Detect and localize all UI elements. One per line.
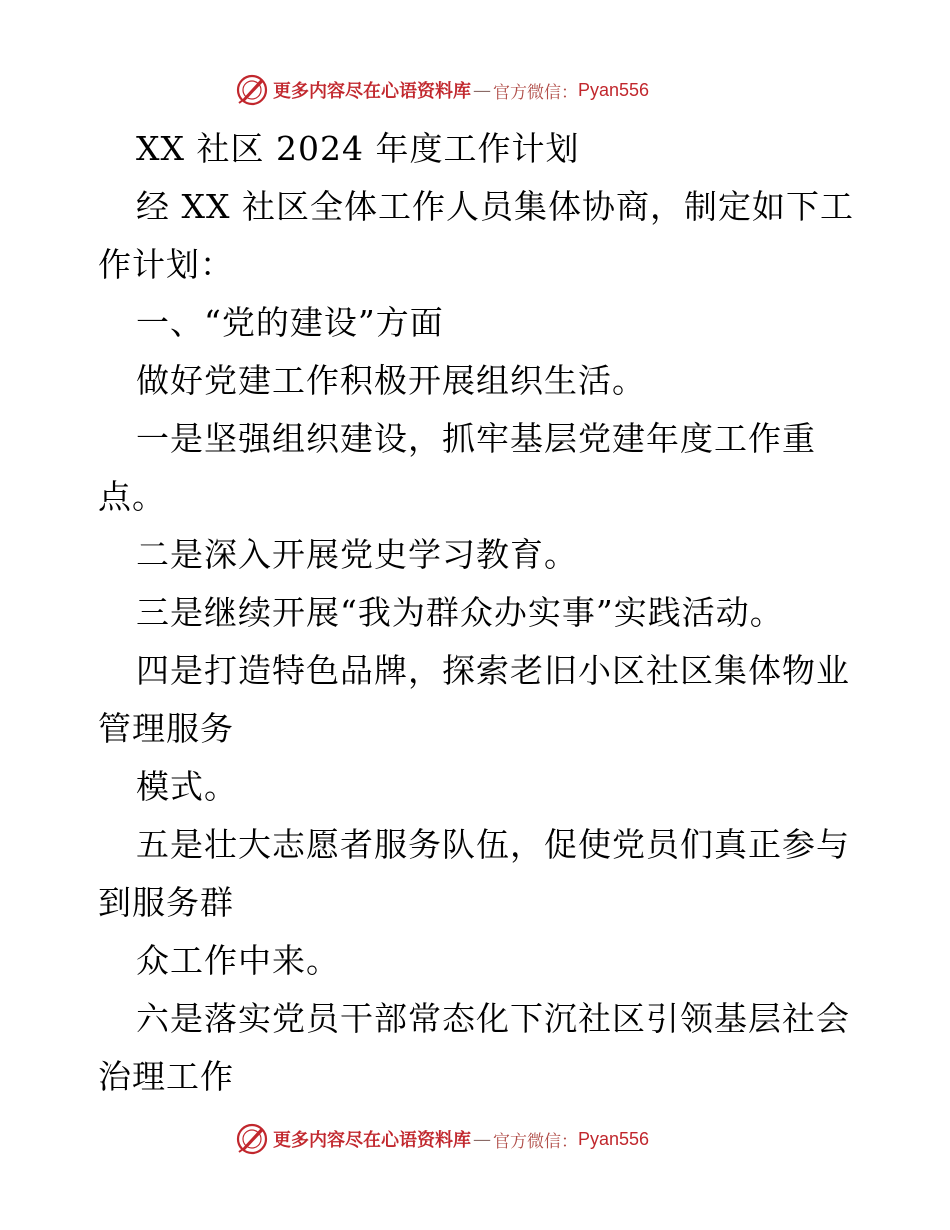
watermark-brand: 更多内容尽在心语资料库 bbox=[273, 81, 471, 102]
watermark-wechat-id: Pyan556 bbox=[578, 79, 650, 100]
quill-logo-icon bbox=[235, 1122, 269, 1156]
doc-line: 点。 bbox=[98, 477, 166, 516]
doc-line: 二是深入开展党史学习教育。 bbox=[136, 535, 578, 574]
doc-line: 三是继续开展“我为群众办实事”实践活动。 bbox=[136, 593, 784, 632]
document-body bbox=[98, 120, 858, 1106]
doc-line: 模式。 bbox=[136, 767, 238, 806]
doc-line: 管理服务 bbox=[98, 709, 234, 748]
footer-watermark bbox=[235, 1121, 649, 1157]
watermark-wechat-label: 官方微信： bbox=[493, 1131, 578, 1152]
doc-line: 治理工作 bbox=[98, 1057, 234, 1096]
doc-line: 四是打造特色品牌，探索老旧小区社区集体物业 bbox=[136, 651, 850, 690]
doc-line: 做好党建工作积极开展组织生活。 bbox=[136, 361, 646, 400]
watermark-brand: 更多内容尽在心语资料库 bbox=[273, 1130, 471, 1151]
watermark-wechat-id: Pyan556 bbox=[578, 1128, 650, 1149]
doc-line: 五是壮大志愿者服务队伍，促使党员们真正参与 bbox=[136, 825, 850, 864]
doc-line: 作计划： bbox=[98, 245, 234, 284]
section-heading: 一、“党的建设”方面 bbox=[136, 303, 444, 342]
doc-line: 众工作中来。 bbox=[136, 941, 340, 980]
doc-line: 到服务群 bbox=[98, 883, 234, 922]
doc-line: 经 XX 社区全体工作人员集体协商，制定如下工 bbox=[136, 187, 854, 226]
doc-line: 一是坚强组织建设，抓牢基层党建年度工作重 bbox=[136, 419, 816, 458]
header-watermark bbox=[235, 72, 649, 108]
quill-logo-icon bbox=[235, 73, 269, 107]
doc-title: XX 社区 2024 年度工作计划 bbox=[136, 129, 580, 168]
watermark-wechat-label: 官方微信： bbox=[493, 82, 578, 103]
doc-line: 六是落实党员干部常态化下沉社区引领基层社会 bbox=[136, 999, 850, 1038]
watermark-separator: — bbox=[473, 1128, 491, 1150]
watermark-separator: — bbox=[473, 79, 491, 101]
